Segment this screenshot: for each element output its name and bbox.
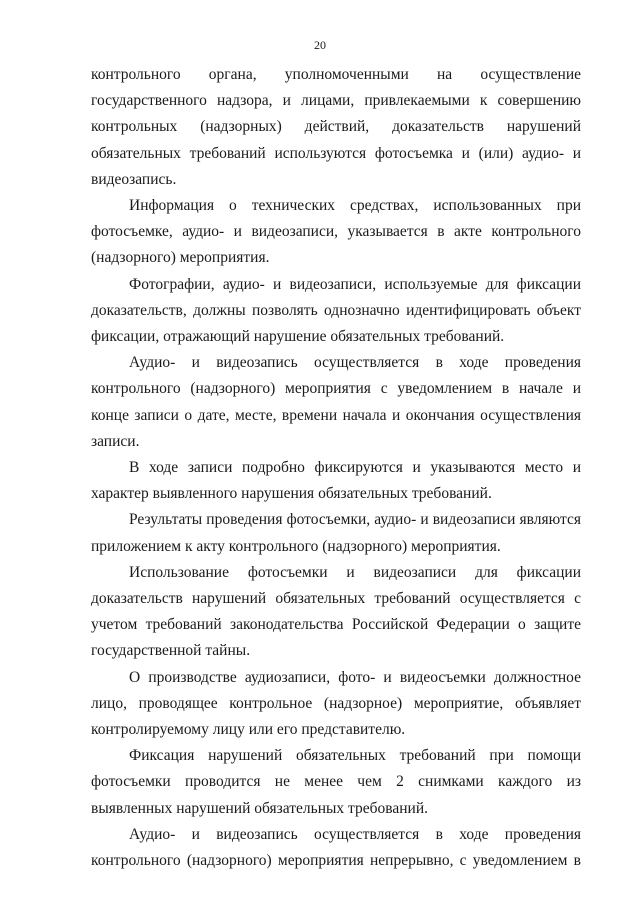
paragraph-photo-identification: Фотографии, аудио- и видеозаписи, используемые для фиксации доказательств, должны позволять однозначно идентифицировать объект фиксации, отражающий нарушение обязательных требований.: [91, 275, 581, 346]
paragraph-photo-minimum: Фиксация нарушений обязательных требований при помощи фотосъемки проводится не менее чем 2 снимками каждого из выявленных нарушений обязательных требований.: [91, 747, 581, 817]
paragraph-results-attachment: Результаты проведения фотосъемки, аудио- и видеозаписи являются приложением к акту контрольного (надзорного) мероприятия.: [91, 511, 581, 555]
paragraph-recording-details: В ходе записи подробно фиксируются и указываются место и характер выявленного нарушения обязательных требований.: [91, 459, 581, 503]
paragraph-announcement: О производстве аудиозаписи, фото- и видеосъемки должностное лицо, проводящее контрольное (надзорное) мероприятие, объявляет контролируемому лицу или его представителю.: [91, 668, 581, 739]
paragraph-continuation: контрольного органа, уполномоченными на осуществление государственного надзора, и лицами, привлекаемыми к совершению контрольных (надзорных) действий, доказательств нарушений обязательных требований используются фотосъемка и (или) аудио- и видеозапись.: [91, 66, 581, 188]
page-number: 20: [314, 38, 326, 52]
paragraph-technical-means: Информация о технических средствах, использованных при фотосъемке, аудио- и видеозаписи, указывается в акте контрольного (надзорного) мероприятия.: [91, 197, 581, 267]
document-body: [91, 62, 581, 874]
paragraph-state-secret: Использование фотосъемки и видеозаписи для фиксации доказательств нарушений обязательных требований осуществляется с учетом требований законодательства Российской Федерации о защите государственной тайны.: [91, 563, 581, 660]
paragraph-recording-notice: Аудио- и видеозапись осуществляется в ходе проведения контрольного (надзорного) мероприятия с уведомлением в начале и конце записи о дате, месте, времени начала и окончания осуществления записи.: [91, 354, 581, 450]
paragraph-continuous-recording: Аудио- и видеозапись осуществляется в ходе проведения контрольного (надзорного) мероприятия непрерывно, с уведомлением в: [91, 825, 581, 870]
